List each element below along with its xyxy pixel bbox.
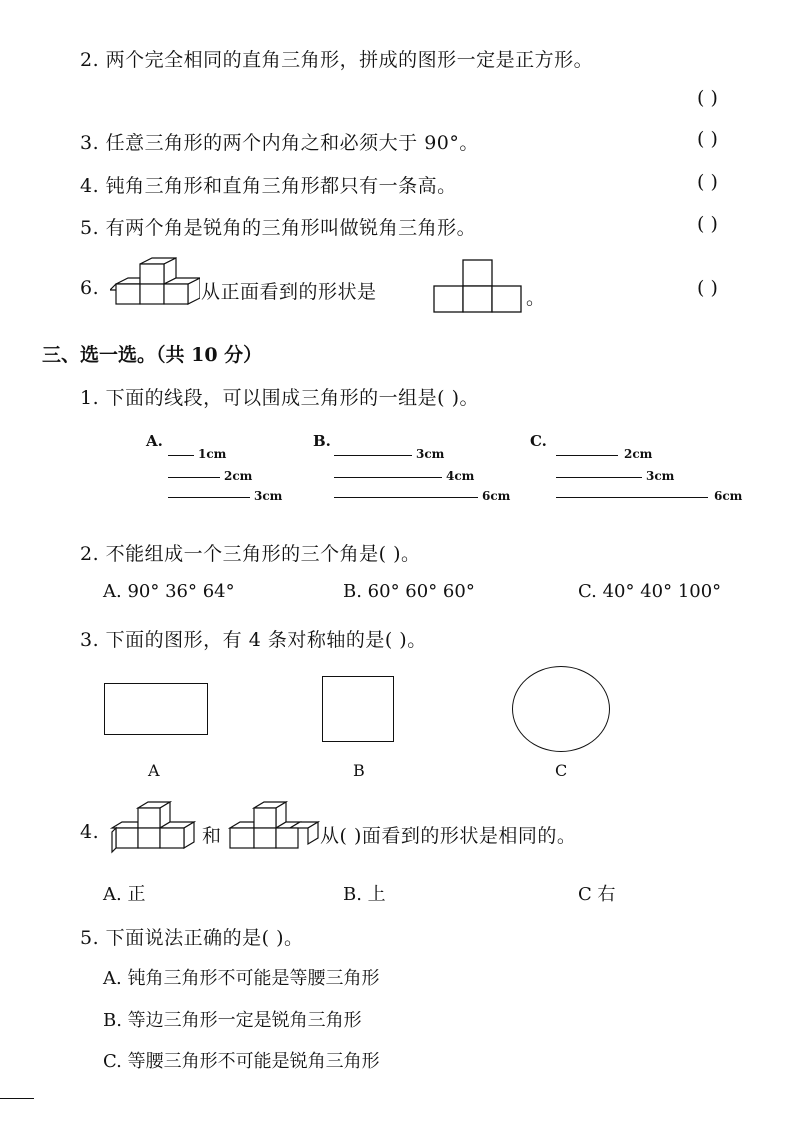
segment-c-1-label: 2cm xyxy=(624,447,653,461)
segment-a-1-label: 1cm xyxy=(198,447,227,461)
answer-blank-6[interactable]: ( ) xyxy=(697,277,718,299)
tf-question-6-number: 6. xyxy=(80,277,100,299)
answer-blank-3[interactable]: ( ) xyxy=(697,128,718,150)
choice-question-5: 5. 下面说法正确的是( )。 xyxy=(80,927,304,949)
choice-question-1: 1. 下面的线段，可以围成三角形的一组是( )。 xyxy=(80,387,480,409)
shape-label-c: C xyxy=(555,761,568,780)
tf-question-6-text: 从正面看到的形状是 xyxy=(201,281,377,303)
q2-option-a[interactable]: A. 90° 36° 64° xyxy=(103,581,235,602)
segment-b-1 xyxy=(334,455,412,456)
choice-question-4-number: 4. xyxy=(80,821,100,843)
front-view-figure xyxy=(432,258,524,318)
cube-stack-figure-2 xyxy=(228,800,320,862)
section-title: 三、选一选。（共 10 分） xyxy=(42,344,263,366)
tf-question-3: 3. 任意三角形的两个内角之和必须大于 90°。 xyxy=(80,132,479,154)
segment-c-2-label: 3cm xyxy=(646,469,675,483)
q5-option-b[interactable]: B. 等边三角形一定是锐角三角形 xyxy=(103,1010,362,1031)
shape-label-b: B xyxy=(353,761,365,780)
tf-question-4: 4. 钝角三角形和直角三角形都只有一条高。 xyxy=(80,175,457,197)
segment-c-2 xyxy=(556,477,642,478)
q2-option-c[interactable]: C. 40° 40° 100° xyxy=(578,581,722,602)
choice-question-2: 2. 不能组成一个三角形的三个角是( )。 xyxy=(80,543,421,565)
square-shape[interactable] xyxy=(322,676,394,742)
segment-b-2 xyxy=(334,477,442,478)
segment-group-a-letter: A. xyxy=(146,432,163,450)
q5-option-c[interactable]: C. 等腰三角形不可能是锐角三角形 xyxy=(103,1051,380,1072)
q2-option-b[interactable]: B. 60° 60° 60° xyxy=(343,581,475,602)
answer-blank-2[interactable]: ( ) xyxy=(697,87,718,109)
segment-group-c-letter: C. xyxy=(530,432,547,450)
segment-b-1-label: 3cm xyxy=(416,447,445,461)
footer-rule xyxy=(0,1098,34,1099)
circle-shape[interactable] xyxy=(512,666,610,752)
answer-blank-4[interactable]: ( ) xyxy=(697,171,718,193)
rectangle-shape[interactable] xyxy=(104,683,208,735)
segment-c-3-label: 6cm xyxy=(714,489,743,503)
q4-option-b[interactable]: B. 上 xyxy=(343,884,386,905)
segment-c-1 xyxy=(556,455,618,456)
segment-a-3-label: 3cm xyxy=(254,489,283,503)
q4-option-c[interactable]: C 右 xyxy=(578,884,616,905)
choice-question-4-text: 从( )面看到的形状是相同的。 xyxy=(320,825,577,847)
segment-group-b-letter: B. xyxy=(313,432,331,450)
segment-b-3 xyxy=(334,497,478,498)
segment-c-3 xyxy=(556,497,708,498)
choice-question-4-and: 和 xyxy=(202,825,222,847)
segment-b-2-label: 4cm xyxy=(446,469,475,483)
q5-option-a[interactable]: A. 钝角三角形不可能是等腰三角形 xyxy=(103,968,380,989)
cube-stack-figure xyxy=(110,256,200,316)
choice-question-3: 3. 下面的图形，有 4 条对称轴的是( )。 xyxy=(80,629,427,651)
cube-stack-figure-1 xyxy=(108,800,196,862)
segment-a-2 xyxy=(168,477,220,478)
tf-question-5: 5. 有两个角是锐角的三角形叫做锐角三角形。 xyxy=(80,217,477,239)
answer-blank-5[interactable]: ( ) xyxy=(697,213,718,235)
segment-a-1 xyxy=(168,455,194,456)
shape-label-a: A xyxy=(148,761,160,780)
tf-question-2: 2. 两个完全相同的直角三角形，拼成的图形一定是正方形。 xyxy=(80,49,594,71)
segment-b-3-label: 6cm xyxy=(482,489,511,503)
segment-a-2-label: 2cm xyxy=(224,469,253,483)
q4-option-a[interactable]: A. 正 xyxy=(103,884,146,905)
tf-question-6-end: 。 xyxy=(526,287,546,309)
segment-a-3 xyxy=(168,497,250,498)
